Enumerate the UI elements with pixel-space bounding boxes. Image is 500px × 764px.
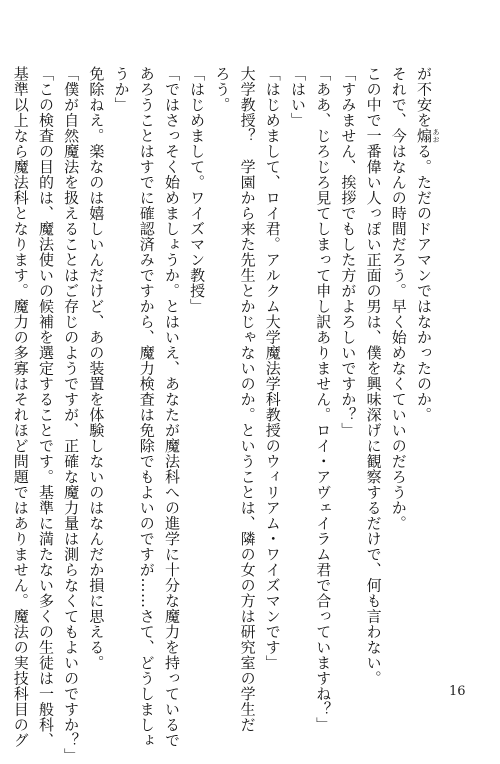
text-line: 「この検査の目的は、魔法使いの候補を選定することです。基準に満たない多くの生徒は一般科、 [36, 66, 55, 748]
text-line: 「ではさっそく始めましょうか。とはいえ、あなたが魔法科への進学に十分な魔力を持っているで [162, 66, 181, 748]
text-line: 「すみません、挨拶でもした方がよろしいですか？」 [339, 66, 358, 438]
text-line: あろうことはすでに確認済みですから、魔力検査は免除でもよいのですが……さて、どうしましょ [137, 66, 156, 748]
text-line: が不安を煽 あおる。ただのドアマンではなかったのか。 [415, 66, 440, 423]
text-line: 「はじめまして。ワイズマン教授」 [188, 66, 207, 314]
vertical-text-body [8, 66, 440, 764]
text-line: それで、今はなんの時間だろう。早く始めなくていいのだろうか。 [389, 66, 408, 531]
text-line: うか」 [112, 66, 131, 113]
text-line: この中で一番偉い人っぽい正面の男は、僕を興味深げに観察するだけで、何も言わない。 [364, 66, 383, 686]
text-line: 「はじめまして、ロイ君。アルクム大学魔法学科教授のウィリアム・ワイズマンです」 [263, 66, 282, 671]
text-line: 免除ねえ。楽なのは嬉しいんだけど、あの装置を体験しないのはなんだか損に思える。 [87, 66, 106, 671]
text-line: 「はい」 [288, 66, 307, 128]
text-line: 基準以上なら魔法科となります。魔力の多寡はそれほど問題ではありません。魔法の実技科目のグ [11, 66, 30, 748]
text-line: ろう。 [213, 66, 232, 113]
text-line: 大学教授？ 学園から来た先生とかじゃないのか。ということは、隣の女の方は研究室の学生だ [238, 66, 257, 733]
page-number: 16 [449, 684, 466, 699]
ruby-annotation: 煽 あお [415, 128, 440, 144]
text-line: 「ああ、じろじろ見てしまって申し訳ありません。ロイ・アヴェイラム君で合っていますね？」 [314, 66, 333, 733]
text-line: 「僕が自然魔法を扱えることはご存じのようですが、正確な魔力量は測らなくてもよいのですか？」 [62, 66, 81, 764]
